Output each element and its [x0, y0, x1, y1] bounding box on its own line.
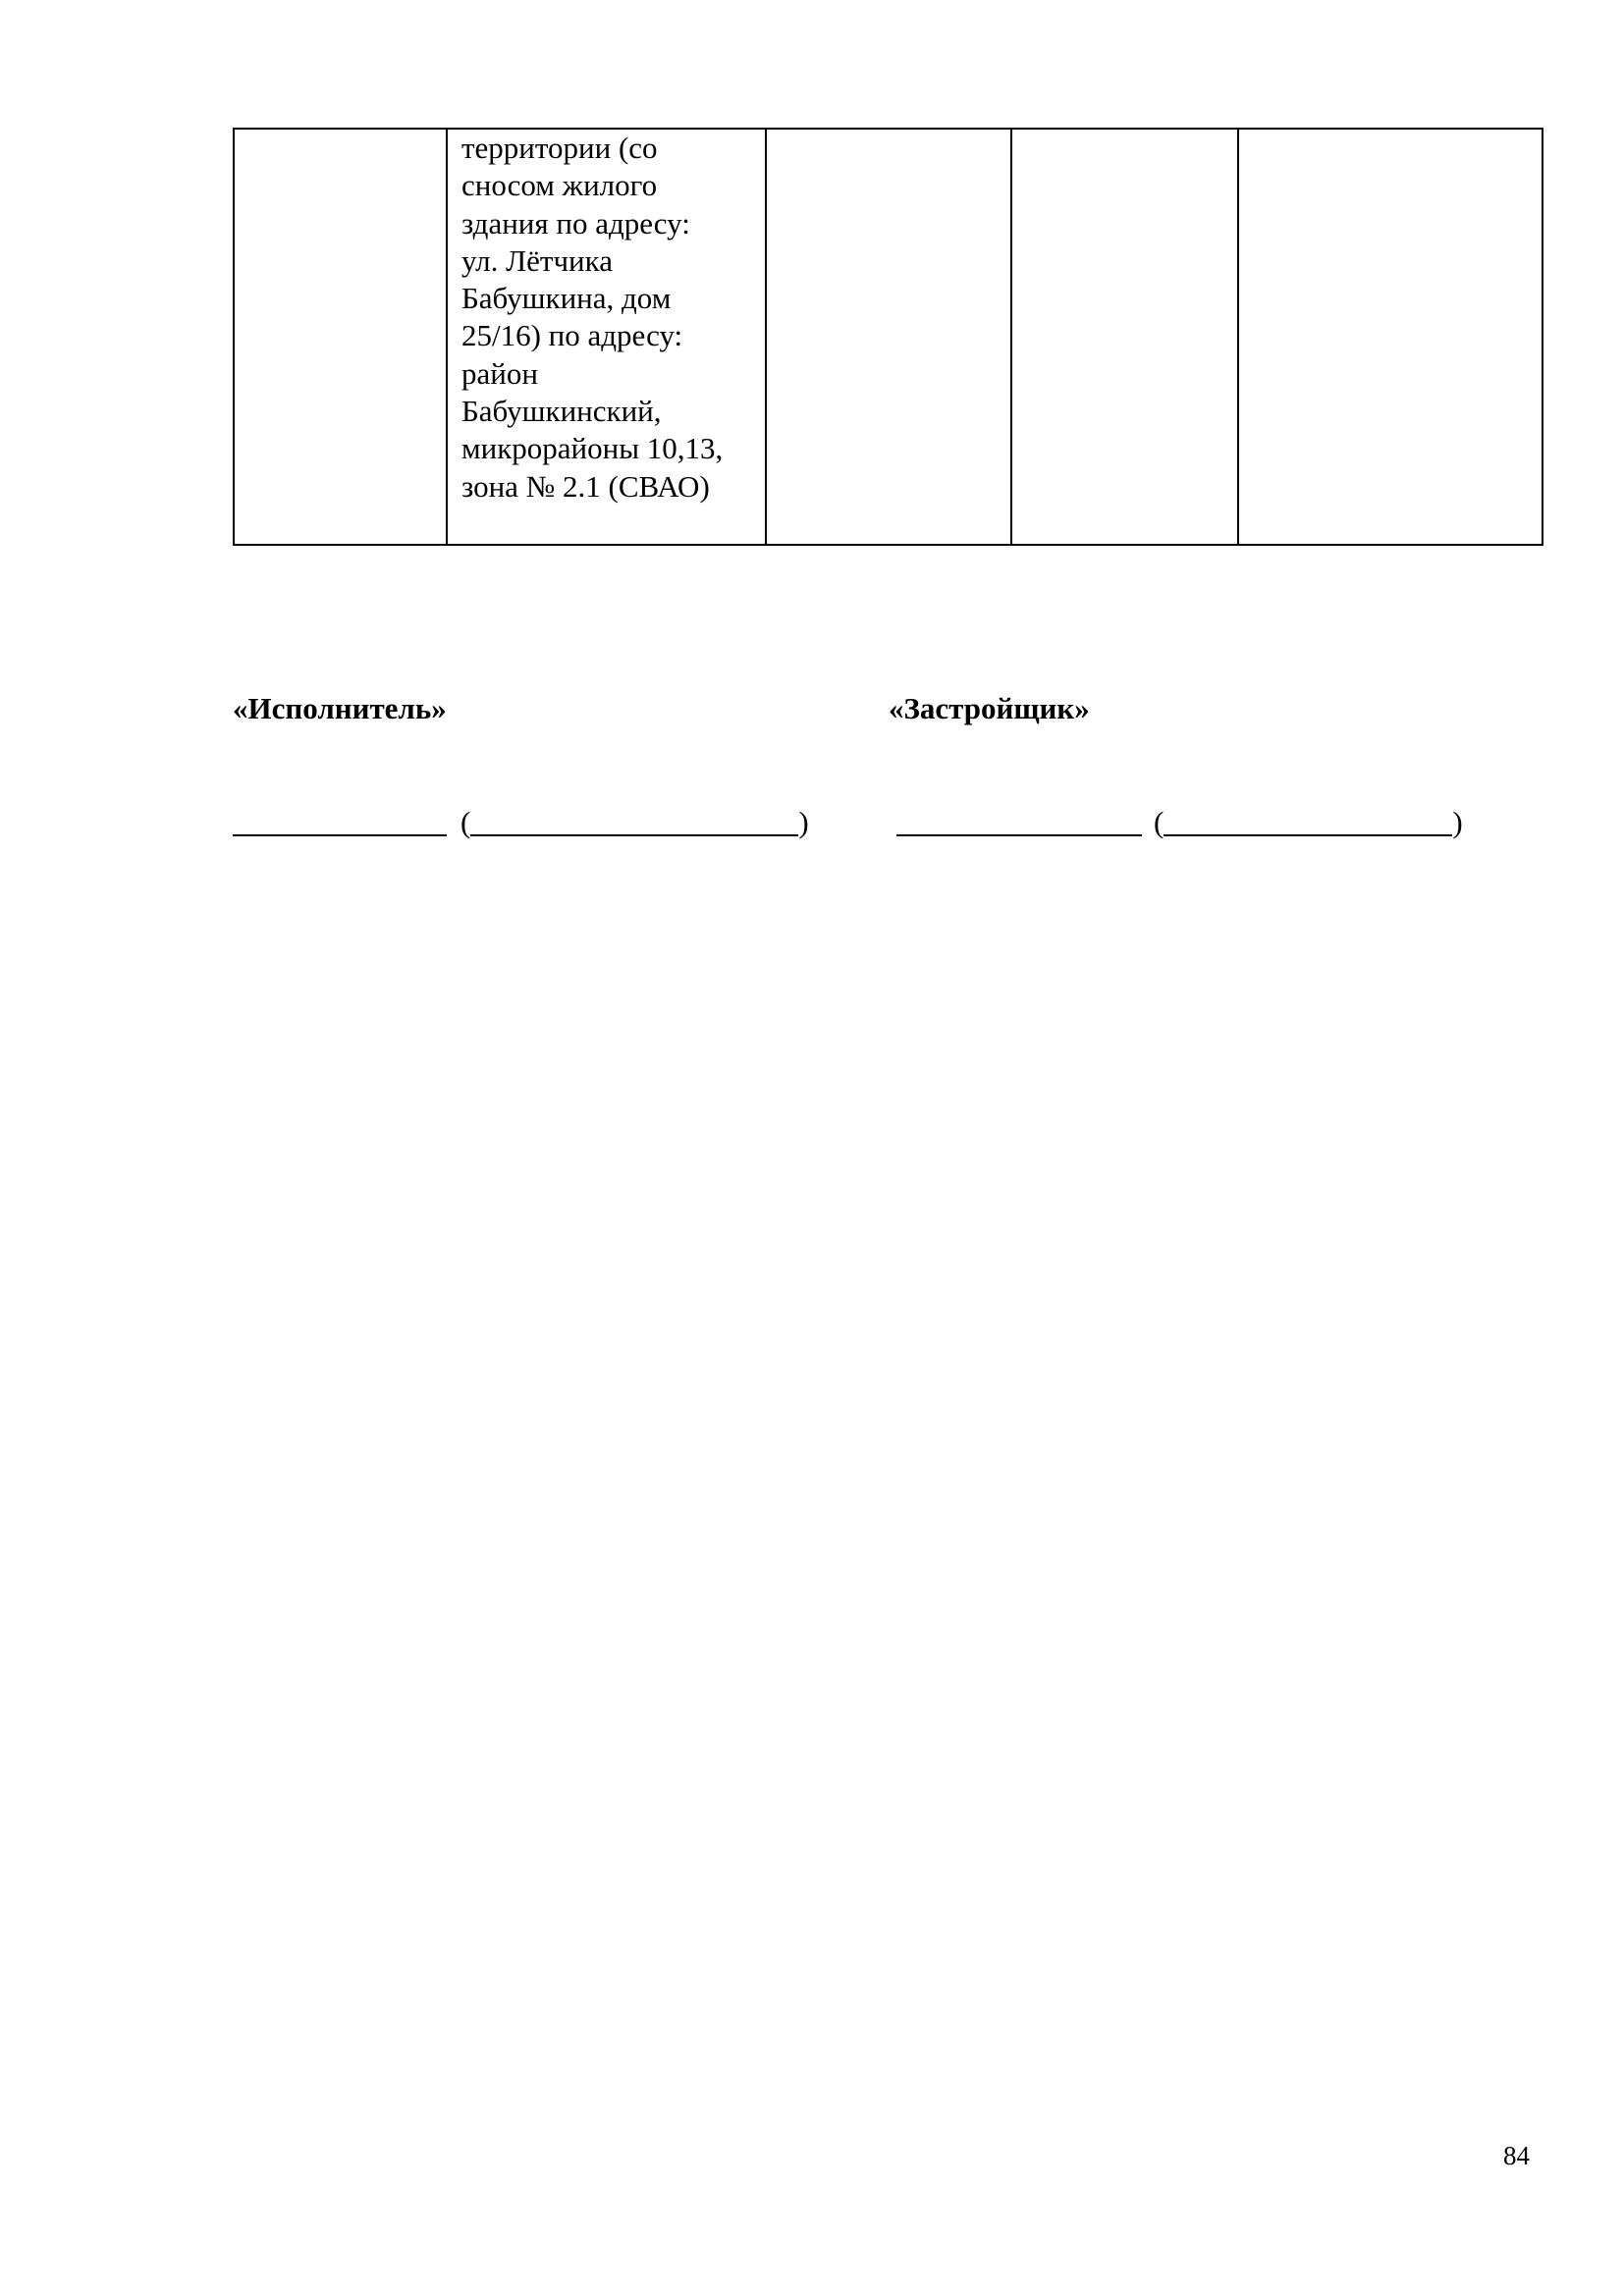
description-line: зона № 2.1 (СВАО): [461, 468, 710, 504]
description-line: Бабушкинский,: [461, 394, 662, 429]
executor-label: «Исполнитель»: [233, 691, 447, 725]
developer-label: «Застройщик»: [889, 691, 1090, 725]
description-line: район: [461, 355, 538, 391]
description-line: 25/16) по адресу:: [461, 318, 683, 353]
table-cell-2: [447, 129, 766, 545]
developer-signature-blank[interactable]: [896, 801, 1142, 836]
table-cell-5: [1238, 129, 1543, 545]
description-line: ул. Лётчика: [461, 242, 613, 278]
object-description: [448, 130, 765, 506]
description-line: микрорайоны 10,13,: [461, 431, 724, 466]
table-cell-3: [766, 129, 1011, 545]
close-paren: ): [1452, 805, 1463, 839]
continuation-table: [233, 128, 1543, 546]
developer-signature-line: [896, 800, 1463, 841]
table-cell-4: [1011, 129, 1238, 545]
page-number: 84: [1503, 2141, 1530, 2170]
description-line: территории (со: [461, 131, 658, 165]
open-paren: (: [1154, 805, 1164, 839]
description-line: сносом жилого: [461, 168, 658, 203]
description-line: Бабушкина, дом: [461, 281, 672, 316]
developer-name-blank[interactable]: [1164, 801, 1452, 836]
executor-signature-blank[interactable]: [233, 801, 447, 836]
table-cell-1: [234, 129, 447, 545]
open-paren: (: [460, 805, 471, 839]
executor-signature-line: [233, 800, 809, 841]
table-row: [234, 129, 1543, 545]
description-line: здания по адресу:: [461, 205, 690, 240]
executor-name-blank[interactable]: [470, 801, 798, 836]
close-paren: ): [798, 805, 809, 839]
